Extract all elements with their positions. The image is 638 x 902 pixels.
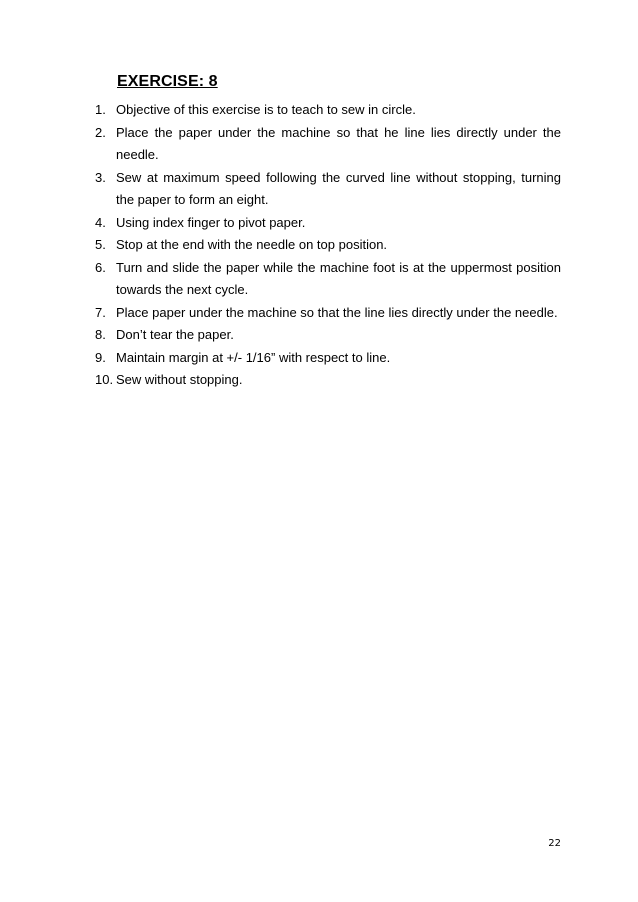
list-item <box>95 122 561 167</box>
step-text: Objective of this exercise is to teach to sew in circle. <box>116 102 416 117</box>
step-text: Don’t tear the paper. <box>116 327 234 342</box>
step-number: 4. <box>95 214 106 230</box>
step-number: 9. <box>95 349 106 365</box>
list-item <box>95 234 561 257</box>
step-number: 2. <box>95 124 106 140</box>
list-item <box>95 324 561 347</box>
page-number: 22 <box>548 838 561 849</box>
step-text: Sew without stopping. <box>116 372 243 387</box>
step-text: Stop at the end with the needle on top position. <box>116 237 388 252</box>
step-text: Place paper under the machine so that the line lies directly under the needle. <box>116 304 558 320</box>
list-item <box>95 369 561 392</box>
step-number: 10. <box>95 372 114 387</box>
step-text: Place the paper under the machine so that he line lies directly under the needle. <box>116 124 561 162</box>
list-item <box>95 167 561 212</box>
list-item <box>95 347 561 370</box>
step-number: 6. <box>95 259 106 275</box>
list-item <box>95 302 561 325</box>
step-text: Sew at maximum speed following the curved line without stopping, turning the paper to form an eight. <box>116 169 561 207</box>
step-text: Maintain margin at +/- 1/16” with respect to line. <box>116 349 391 365</box>
list-item <box>95 212 561 235</box>
list-item <box>95 99 561 122</box>
list-item <box>95 257 561 302</box>
step-text: Turn and slide the paper while the machine foot is at the uppermost position towards the next cycle. <box>116 259 561 297</box>
step-text: Using index finger to pivot paper. <box>116 214 306 230</box>
step-number: 5. <box>95 237 106 252</box>
step-number: 7. <box>95 304 106 320</box>
exercise-steps-list <box>95 99 561 392</box>
exercise-title: EXERCISE: 8 <box>117 73 218 90</box>
step-number: 8. <box>95 327 106 342</box>
step-number: 3. <box>95 169 106 185</box>
step-number: 1. <box>95 102 106 117</box>
